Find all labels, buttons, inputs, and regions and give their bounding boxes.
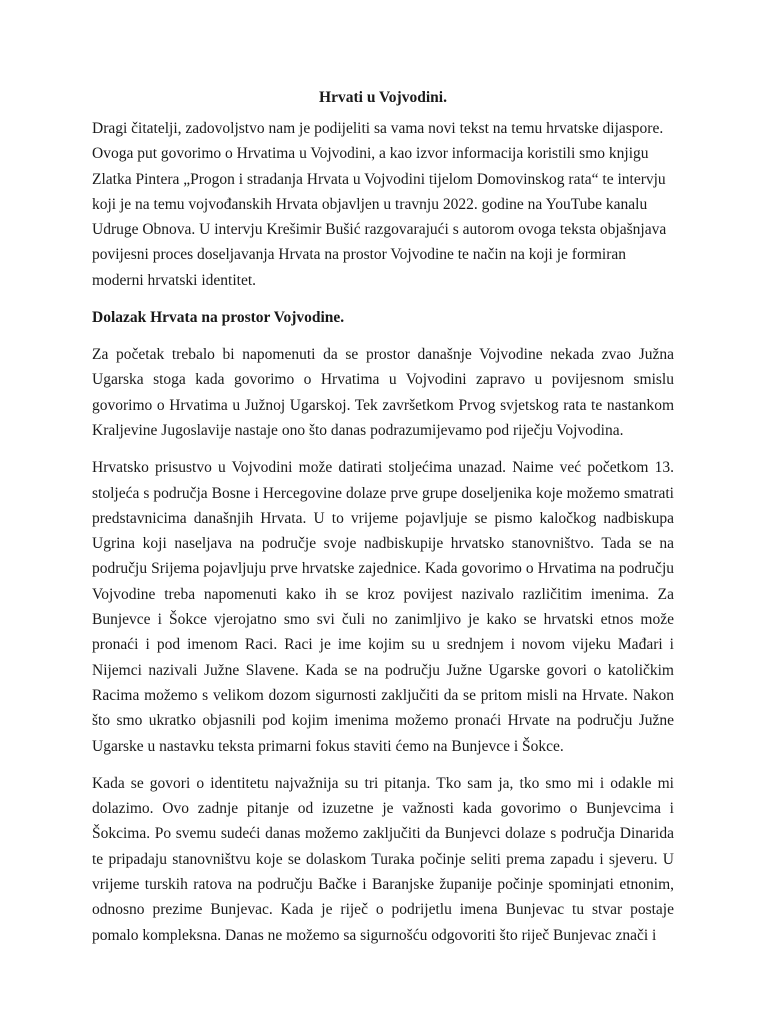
section-heading: Dolazak Hrvata na prostor Vojvodine. — [92, 309, 345, 327]
body-paragraph: Kada se govori o identitetu najvažnija su tri pitanja. Tko sam ja, tko smo mi i odakle mi dolazimo. Ovo zadnje pitanje od izuzetne je važnosti kada govorimo o Bunjevcima i Šokcima. Po svemu sudeći danas možemo zaključiti da Bunjevci dolaze s područja Dinarida te pripadaju stanovništvu koje se dolaskom Turaka počinje seliti prema zapadu i sjeveru. U vrijeme turskih ratova na području Bačke i Baranjske županije počinje spominjati etnonim, odnosno prezime Bunjevac. Kada je riječ o podrijetlu imena Bunjevac tu stvar postaje pomalo kompleksna. Danas ne možemo sa sigurnošću odgovoriti što riječ Bunjevac znači i — [92, 774, 674, 944]
document-title: Hrvati u Vojvodini. — [319, 89, 447, 106]
body-paragraph: Hrvatsko prisustvo u Vojvodini može datirati stoljećima unazad. Naime već početkom 13. stoljeća s područja Bosne i Hercegovine dolaze prve grupe doseljenika koje možemo smatrati predstavnicima današnjih Hrvata. U to vrijeme pojavljuje se pismo kaločkog nadbiskupa Ugrina koji naseljava na područje svoje nadbiskupije hrvatsko stanovništvo. Tada se na području Srijema pojavljuju prve hrvatske zajednice. Kada govorimo o Hrvatima na području Vojvodine treba napomenuti kako ih se kroz povijest nazivalo različitim imenima. Za Bunjevce i Šokce vjerojatno smo svi čuli no zanimljivo je kako se hrvatski etnos može pronaći i pod imenom Raci. Raci je ime kojim su u srednjem i novom vijeku Mađari i Nijemci nazivali Južne Slavene. Kada se na području Južne Ugarske govori o katoličkim Racima možemo s velikom dozom sigurnosti zaključiti da se pritom misli na Hrvate. Nakon što smo ukratko objasnili pod kojim imenima možemo pronaći Hrvate na području Južne Ugarske u nastavku teksta primarni fokus staviti ćemo na Bunjevce i Šokce. — [92, 459, 674, 755]
document-page — [92, 86, 674, 960]
intro-paragraph: Dragi čitatelji, zadovoljstvo nam je podijeliti sa vama novi tekst na temu hrvatske dijaspore. Ovoga put govorimo o Hrvatima u Vojvodini, a kao izvor informacija koristili smo knjigu Zlatka Pintera „Progon i stradanja Hrvata u Vojvodini tijelom Domovinskog rata“ te intervju koji je na temu vojvođanskih Hrvata objavljen u travnju 2022. godine na YouTube kanalu Udruge Obnova. U intervju Krešimir Bušić razgovarajući s autorom ovoga teksta objašnjava povijesni proces doseljavanja Hrvata na prostor Vojvodine te način na koji je formiran moderni hrvatski identitet. — [92, 120, 667, 289]
body-paragraph: Za početak trebalo bi napomenuti da se prostor današnje Vojvodine nekada zvao Južna Ugarska stoga kada govorimo o Hrvatima u Vojvodini zapravo u povijesnom smislu govorimo o Hrvatima u Južnoj Ugarskoj. Tek završetkom Prvog svjetskog rata te nastankom Kraljevine Jugoslavije nastaje ono što danas podrazumijevamo pod riječju Vojvodina. — [92, 346, 674, 439]
